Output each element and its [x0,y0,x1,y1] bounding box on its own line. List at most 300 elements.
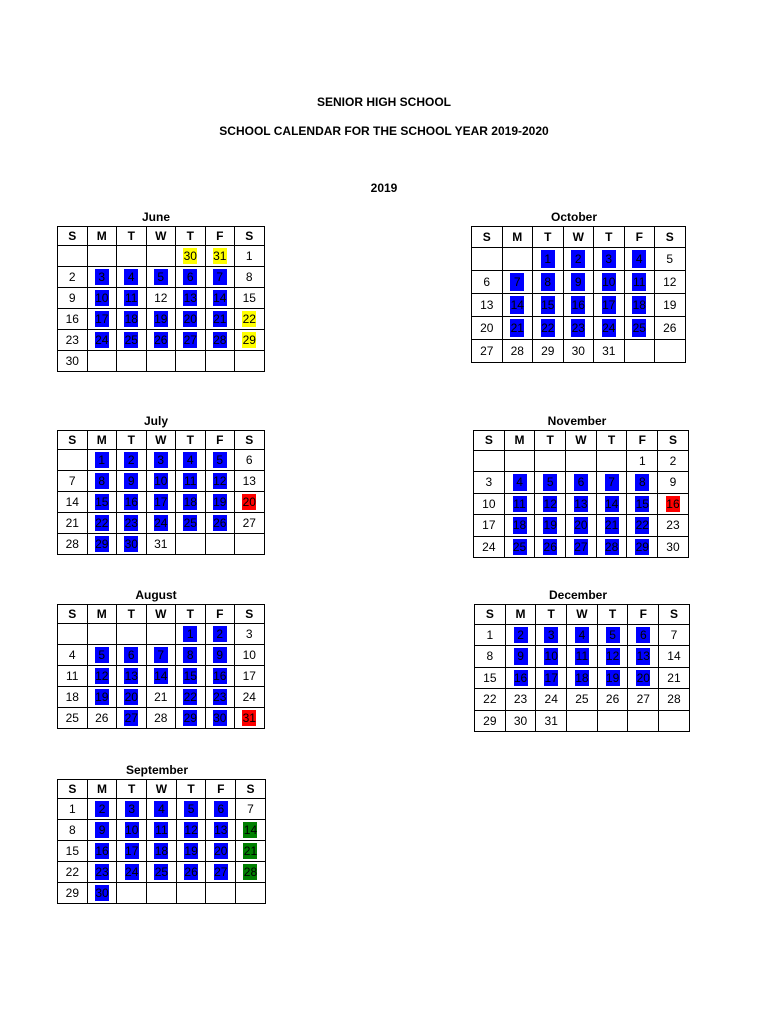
day-cell [87,666,117,687]
day-number: 23 [666,518,680,533]
day-cell [505,689,536,711]
day-cell [87,820,117,841]
day-cell [504,493,535,515]
day-number: 9 [574,275,582,289]
day-cell [87,687,117,708]
day-number: 28 [510,344,524,358]
week-row [58,471,265,492]
day-cell [117,708,147,729]
day-number: 30 [124,537,138,551]
day-number: 11 [575,649,589,664]
day-number: 15 [95,495,109,509]
day-number: 21 [604,518,619,533]
day-cell [566,493,597,515]
empty-day-cell [205,351,235,372]
day-number: 23 [65,333,79,347]
day-number: 27 [480,344,494,358]
day-number: 10 [95,291,109,305]
day-number: 12 [95,669,109,683]
day-cell [236,862,266,883]
empty-day-cell [147,883,177,904]
day-cell [474,472,505,494]
day-cell [235,330,265,351]
day-cell [627,450,658,472]
day-cell [658,515,689,537]
day-cell [235,267,265,288]
empty-day-cell [146,246,176,267]
weekday-sat: S [235,431,265,450]
day-number: 8 [98,474,106,488]
day-number: 23 [571,321,585,335]
day-number: 8 [486,649,494,664]
day-cell [146,471,176,492]
day-number: 13 [242,474,256,488]
weekday-thu: T [596,431,627,451]
month-grid [473,430,689,558]
empty-day-cell [176,883,206,904]
day-cell [236,820,266,841]
empty-day-cell [117,351,147,372]
day-cell [58,309,88,330]
day-number: 13 [214,823,228,837]
day-cell [176,492,206,513]
day-number: 20 [183,312,197,326]
day-cell [117,799,147,820]
week-row [58,351,265,372]
day-number: 27 [214,865,228,879]
day-cell [536,667,567,689]
day-cell [176,471,206,492]
day-cell [87,309,117,330]
day-number: 17 [95,312,109,326]
day-cell [594,271,625,294]
day-cell [472,340,503,363]
day-number: 23 [513,692,528,707]
day-cell [533,340,564,363]
day-number: 1 [544,252,552,266]
day-cell [176,687,206,708]
day-number: 20 [480,321,494,335]
day-cell [146,708,176,729]
day-number: 22 [65,865,80,879]
day-number: 31 [544,713,558,728]
day-number: 2 [517,627,524,642]
day-cell [206,799,236,820]
day-number: 18 [124,312,138,326]
day-number: 6 [186,270,194,284]
day-cell [627,536,658,558]
day-cell [58,687,88,708]
day-cell [117,666,147,687]
day-number: 9 [216,648,224,662]
day-cell [658,472,689,494]
day-number: 6 [217,802,225,816]
day-number: 3 [547,627,555,642]
weekday-tue: T [117,431,147,450]
weekday-fri: F [205,431,235,450]
weekday-mon: M [504,431,535,451]
day-cell [567,667,598,689]
day-cell [117,513,147,534]
day-cell [58,351,88,372]
week-row [475,710,690,732]
weekday-wed: W [566,431,597,451]
day-cell [117,471,147,492]
weekday-thu: T [176,431,206,450]
day-number: 30 [666,539,680,554]
day-number: 7 [513,275,521,289]
day-number: 14 [243,823,258,837]
day-cell [567,624,598,646]
week-row [475,646,690,668]
week-row [474,450,689,472]
day-number: 6 [577,475,585,490]
day-number: 18 [65,690,79,704]
day-number: 31 [602,344,616,358]
day-cell [205,309,235,330]
day-cell [597,646,628,668]
empty-day-cell [236,883,266,904]
weekday-sun: S [472,227,503,248]
day-number: 23 [124,516,138,530]
day-number: 3 [98,270,106,284]
day-cell [533,317,564,340]
week-row [58,330,265,351]
day-cell [536,624,567,646]
day-number: 26 [154,333,168,347]
day-number: 14 [667,649,681,664]
day-cell [87,534,117,555]
day-cell [567,646,598,668]
day-cell [475,624,506,646]
day-cell [563,271,594,294]
day-cell [504,536,535,558]
day-number: 1 [186,627,194,641]
day-number: 9 [68,291,76,305]
day-number: 14 [65,495,79,509]
day-number: 22 [242,312,256,326]
day-number: 19 [213,495,227,509]
empty-day-cell [117,624,147,645]
weekday-sun: S [58,431,88,450]
weekday-wed: W [146,227,176,246]
day-number: 28 [154,711,168,725]
day-cell [474,493,505,515]
empty-day-cell [205,534,235,555]
day-number: 16 [513,670,528,685]
day-cell [235,513,265,534]
day-number: 18 [512,518,527,533]
day-cell [146,687,176,708]
day-cell [58,666,88,687]
week-row [58,246,265,267]
day-cell [205,246,235,267]
weekday-thu: T [597,605,628,625]
day-cell [563,248,594,271]
weekday-mon: M [87,431,117,450]
day-number: 9 [669,475,677,490]
day-number: 13 [480,298,494,312]
day-number: 13 [183,291,197,305]
day-cell [205,471,235,492]
day-number: 23 [95,865,109,879]
weekday-fri: F [206,780,236,799]
day-cell [58,492,88,513]
day-number: 12 [605,649,620,664]
day-number: 2 [574,252,582,266]
day-cell [536,710,567,732]
week-row [474,472,689,494]
day-number: 16 [213,669,227,683]
week-row [475,667,690,689]
day-number: 31 [213,249,227,263]
day-number: 15 [635,496,649,511]
day-number: 11 [125,291,138,305]
day-number: 28 [667,692,681,707]
day-cell [58,820,88,841]
day-number: 15 [183,669,197,683]
day-number: 1 [486,627,494,642]
day-cell [87,471,117,492]
day-number: 10 [544,649,558,664]
month-title: October [550,210,597,224]
day-number: 6 [245,453,253,467]
day-cell [475,710,506,732]
weekday-sat: S [235,605,265,624]
weekday-tue: T [117,605,147,624]
weekday-fri: F [624,227,655,248]
empty-day-cell [58,246,88,267]
day-number: 19 [543,518,557,533]
day-cell [58,267,88,288]
week-row [58,799,266,820]
day-cell [624,271,655,294]
week-row [58,624,265,645]
day-cell [206,862,236,883]
day-cell [58,799,88,820]
day-cell [502,271,533,294]
day-number: 10 [242,648,256,662]
day-cell [235,687,265,708]
weekday-sat: S [235,227,265,246]
day-cell [236,841,266,862]
week-row [474,515,689,537]
day-cell [624,317,655,340]
week-row [58,820,266,841]
day-number: 22 [541,321,555,335]
day-cell [475,667,506,689]
day-number: 17 [154,495,168,509]
month-grid [57,226,265,372]
day-cell [205,645,235,666]
week-row [474,536,689,558]
month-grid [57,604,265,729]
week-row [58,513,265,534]
day-number: 7 [68,474,76,488]
month-grid [474,604,690,732]
empty-day-cell [596,450,627,472]
day-number: 27 [242,516,256,530]
day-cell [117,288,147,309]
empty-day-cell [87,351,117,372]
day-cell [117,450,147,471]
day-cell [117,492,147,513]
day-cell [58,862,88,883]
day-cell [659,624,690,646]
weekday-tue: T [117,227,147,246]
school-name: SENIOR HIGH SCHOOL [316,95,451,109]
day-cell [535,472,566,494]
day-number: 4 [158,802,165,816]
day-cell [627,472,658,494]
day-number: 21 [667,670,681,685]
day-cell [658,450,689,472]
day-number: 11 [66,669,79,683]
day-cell [205,450,235,471]
day-cell [87,513,117,534]
weekday-sun: S [58,605,88,624]
weekday-sun: S [58,780,88,799]
day-cell [658,493,689,515]
day-number: 29 [541,344,555,358]
weekday-header-row [475,605,690,625]
day-number: 21 [243,844,258,858]
day-cell [596,493,627,515]
day-number: 26 [184,865,198,879]
day-number: 3 [605,252,613,266]
day-number: 24 [602,321,616,335]
day-number: 23 [213,690,227,704]
empty-day-cell [659,710,690,732]
day-cell [628,624,659,646]
day-cell [659,646,690,668]
day-number: 2 [127,453,135,467]
week-row [58,645,265,666]
day-cell [176,799,206,820]
day-cell [176,708,206,729]
day-number: 5 [609,627,616,642]
day-number: 30 [571,344,585,358]
day-cell [205,330,235,351]
day-number: 7 [608,475,615,490]
day-number: 18 [575,670,589,685]
day-number: 20 [242,495,256,509]
day-cell [535,536,566,558]
day-number: 31 [242,711,256,725]
day-cell [659,689,690,711]
week-row [58,450,265,471]
day-cell [627,515,658,537]
weekday-header-row [58,431,265,450]
weekday-sun: S [475,605,506,625]
day-cell [504,515,535,537]
day-number: 16 [571,298,585,312]
day-cell [147,799,177,820]
empty-day-cell [235,534,265,555]
day-cell [235,624,265,645]
weekday-fri: F [627,431,658,451]
weekday-fri: F [205,605,235,624]
day-cell [117,862,147,883]
day-cell [536,689,567,711]
empty-day-cell [502,248,533,271]
day-cell [235,288,265,309]
month-title: November [547,414,607,428]
day-cell [505,646,536,668]
week-row [58,492,265,513]
day-cell [597,624,628,646]
week-row [58,841,266,862]
day-cell [536,646,567,668]
weekday-header-row [58,605,265,624]
day-cell [235,708,265,729]
day-cell [117,309,147,330]
day-cell [627,493,658,515]
day-number: 16 [65,312,79,326]
day-number: 17 [482,518,496,533]
day-cell [655,317,686,340]
day-number: 18 [632,298,646,312]
day-number: 28 [65,537,79,551]
day-cell [628,689,659,711]
day-cell [594,317,625,340]
day-number: 4 [516,475,523,490]
day-cell [563,340,594,363]
day-number: 6 [483,275,491,289]
empty-day-cell [146,351,176,372]
weekday-tue: T [533,227,564,248]
day-number: 17 [544,670,558,685]
weekday-mon: M [502,227,533,248]
day-number: 5 [666,252,674,266]
weekday-header-row [472,227,686,248]
empty-day-cell [474,450,505,472]
day-number: 9 [98,823,106,837]
day-cell [87,841,117,862]
day-number: 24 [242,690,256,704]
empty-day-cell [624,340,655,363]
weekday-sat: S [659,605,690,625]
day-number: 30 [65,354,79,368]
day-cell [176,288,206,309]
day-number: 28 [213,333,227,347]
month-grid [57,779,266,904]
day-number: 2 [669,453,677,468]
day-cell [87,450,117,471]
day-cell [117,820,147,841]
day-number: 21 [154,690,168,704]
week-row [58,309,265,330]
weekday-header-row [58,227,265,246]
day-cell [117,267,147,288]
day-cell [205,708,235,729]
day-cell [176,267,206,288]
day-number: 26 [95,711,109,725]
empty-day-cell [535,450,566,472]
week-row [58,288,265,309]
day-cell [235,666,265,687]
day-number: 27 [124,711,138,725]
day-cell [566,515,597,537]
weekday-tue: T [117,780,147,799]
weekday-sun: S [474,431,505,451]
day-cell [659,667,690,689]
day-number: 8 [638,475,646,490]
day-number: 25 [154,865,169,879]
empty-day-cell [567,710,598,732]
day-cell [596,536,627,558]
day-cell [472,271,503,294]
